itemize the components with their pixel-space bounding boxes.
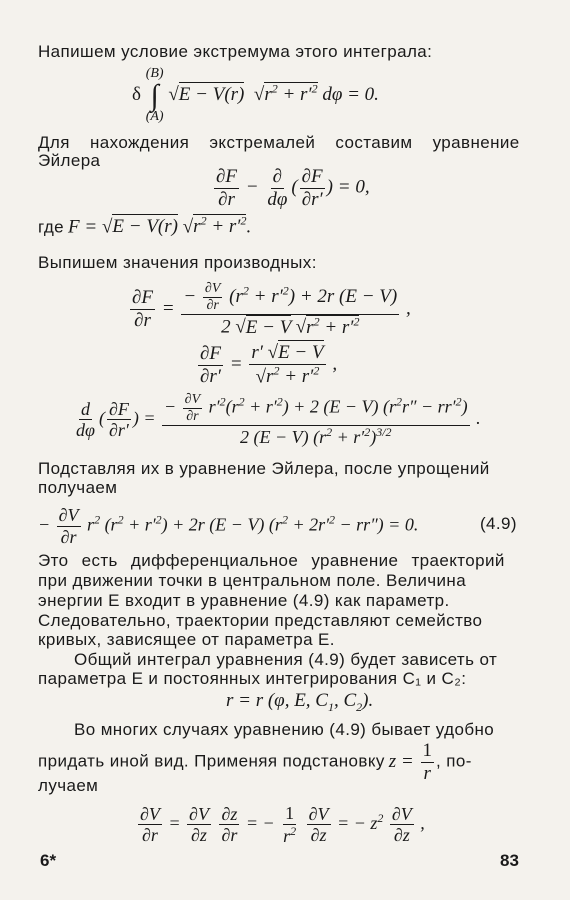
paragraph-1-line-1: Это есть дифференциальное уравнение траекторий [38,551,505,570]
paragraph-1-line-2: при движении точки в центральном поле. Величина [38,571,467,590]
hyphen-continuation: , по- [436,751,472,771]
general-integral-formula: r = r (φ, E, $C_1$, $C_2$). [226,690,374,714]
page-number: 83 [500,851,519,870]
derivative-f-rprime: $\frac{\partial F}{\partial r'}$ = $\frac{r' √E - V}{√r^2 + r'^2}$ , [200,342,338,388]
obtain-line: получаем [38,478,118,497]
paragraph-2-line-2: параметра E и постоянных интегрирования C₁ и C₂: [38,669,467,688]
euler-intro-line: Для нахождения экстремалей составим уравнение [38,133,520,152]
extremum-condition-formula: δ (B) ∫ (A) √E − V(r) $√r^2 + r'^2$ dφ = 0. [132,66,379,124]
paragraph-1-line-5: кривых, зависящее от параметра E. [38,630,335,649]
signature-mark: 6* [40,851,57,870]
paragraph-3-line-1: Во многих случаях уравнению (4.9) бывает удобно [74,720,495,739]
euler-word: Эйлера [38,151,101,170]
where-word: где [38,217,65,237]
derivative-d-dphi: $\frac{d}{d\varphi}$ ( $\frac{\partial F}{\partial r'}$ ) = − $\frac{\partial V}{\partial r}$ $r'^2(r^2 + r'^2) + 2$ (E − V) $(r^2r'' - rr'^2)$ 2 (E − V) $(r^2 + r'^2)^{3/2}$ . [76,392,481,448]
derivative-chain-formula: $\frac{\partial V}{\partial r}$ = $\frac{\partial V}{\partial z}$ $\frac{\partial z}{\partial r}$ = − $\frac{1}{r^2}$ $\frac{\partial V}{\partial z}$ = − $z^2$ $\frac{\partial V}{\partial z}$ , [140,803,425,846]
paragraph-2-line-1: Общий интеграл уравнения (4.9) будет зависеть от [74,650,498,669]
substitution-text: придать иной вид. Применяя подстановку [38,751,385,771]
euler-equation: $\frac{\partial F}{\partial r}$ − $\frac{\partial}{d\varphi}$ ( $\frac{\partial F}{\partial r'}$ ) = 0, [216,166,370,210]
derivatives-intro: Выпишем значения производных: [38,253,317,272]
paragraph-1-line-4: Следовательно, траектории представляют семейство [38,611,483,630]
definition-line: где F = √E − V(r) $√r^2 + r'^2$. [38,214,252,238]
paragraph-3-line-2: придать иной вид. Применяя подстановку z = $\frac{1}{r}$ , по- [38,740,472,784]
paragraph-3-line-3: лучаем [38,776,99,795]
paragraph-1-line-3: энергии E входит в уравнение (4.9) как параметр. [38,591,450,610]
intro-line: Напишем условие экстремума этого интеграла: [38,42,433,61]
substitution-line: Подставляя их в уравнение Эйлера, после упрощений [38,459,490,478]
equation-number: (4.9) [480,514,517,533]
derivative-f-r: $\frac{\partial F}{\partial r}$ = − $\frac{\partial V}{\partial r}$ $(r^2 + r'^2) + 2r$ (E − V) 2 √E − V $√r^2 + r'^2$ , [132,281,411,338]
trajectory-equation: − $\frac{\partial V}{\partial r}$ $r^2$ $(r^2 + r'^2) + 2r$ (E − V) $(r^2 + 2r'^2 - rr'') = 0$. [38,505,419,547]
